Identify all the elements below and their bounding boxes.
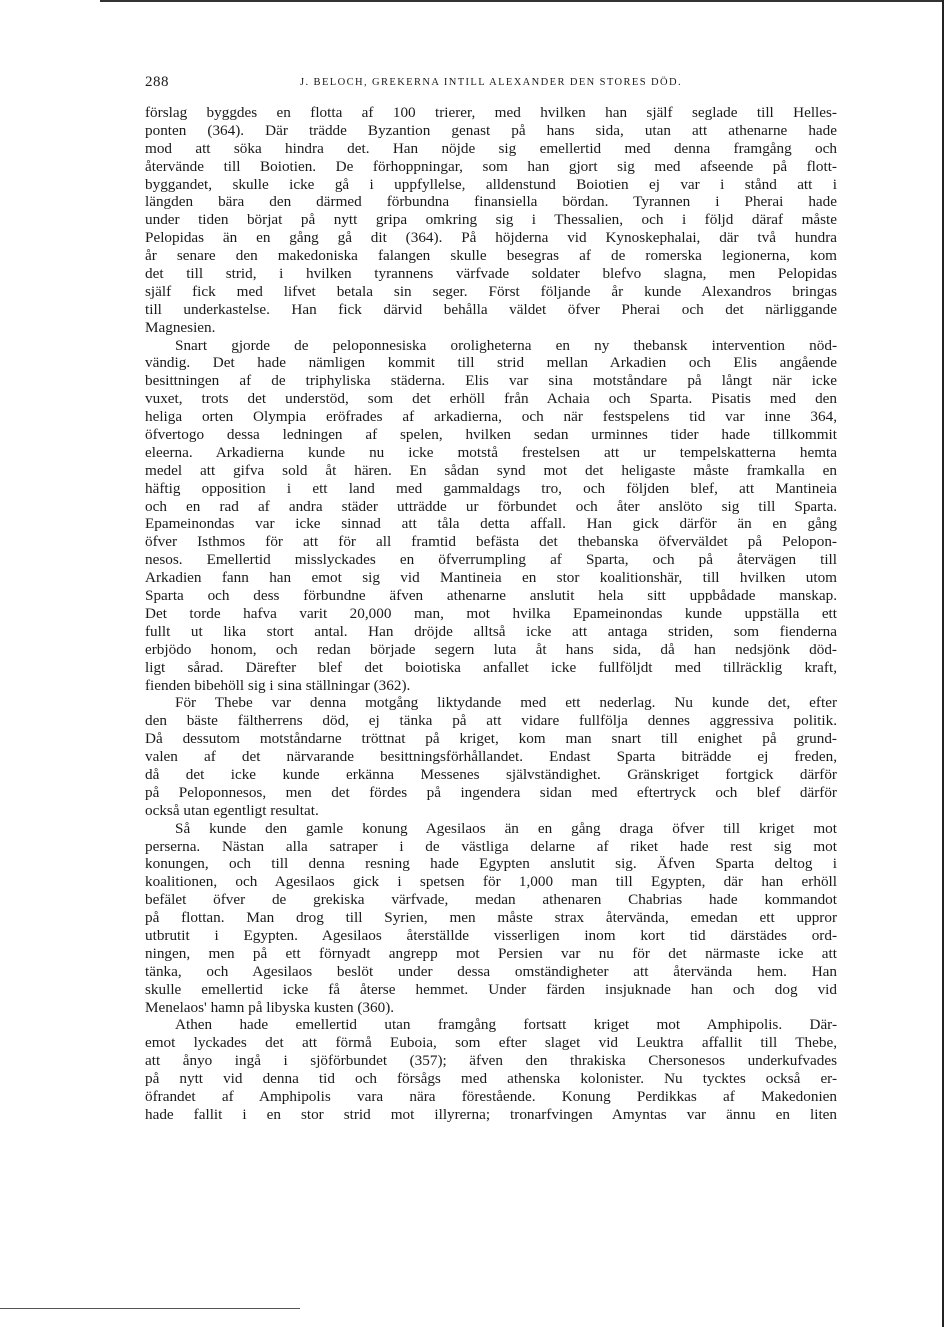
text-line: skulle emellertid icke få återse hemmet. Under färden insjuknade han och dog vid [145, 980, 837, 998]
text-line: emot lyckades det att förmå Euboia, som efter slaget vid Leuktra affallit till Thebe, [145, 1034, 837, 1052]
text-line: Menelaos' hamn på libyska kusten (360). [145, 998, 395, 1016]
bottom-edge-rule [0, 1308, 300, 1309]
text-line: under tiden börjat på nytt gripa omkring sig i Thessalien, och i följd däraf måste [145, 211, 837, 229]
text-line: öfvertogo dessa ledningen af spelen, hvilken sedan urminnes tider hade tillkommit [145, 426, 837, 444]
text-line: nesos. Emellertid misslyckades en öfverrumpling af Sparta, och på återvägen till [145, 551, 837, 569]
text-line: på nytt vid denna tid och försågs med athenska kolonister. Nu tycktes också er- [145, 1070, 837, 1088]
paragraph [145, 820, 837, 1017]
text-line: befälet öfver de grekiska värfvade, medan athenaren Chabrias hade kommandot [145, 891, 837, 909]
text-line: själf fick med lifvet betala sin seger. Först följande år kunde Alexandros bringas [145, 282, 837, 300]
text-line: För Thebe var denna motgång liktydande med ett nederlag. Nu kunde det, efter [175, 694, 837, 712]
text-line: häftig opposition i ett land med gammaldags tro, och följden blef, att Mantineia [145, 479, 837, 497]
text-line: att ånyo ingå i sjöförbundet (357); äfven den thrakiska Chersonesos underkufvades [145, 1052, 837, 1070]
paragraph [145, 337, 837, 695]
text-line: utbrutit i Egypten. Agesilaos återställde visserligen inom kort tid därstädes ord- [145, 926, 837, 944]
text-line: återvände till Boiotien. De förhoppningar, som han gjort sig med afseende på flott- [145, 157, 837, 175]
text-line: ningen, men på ett förnyadt angrepp mot Persien var nu för det närmaste icke att [145, 944, 837, 962]
text-line: koalitionen, och Agesilaos gick i spetsen för 1,000 man till Egypten, där han erhöll [145, 873, 837, 891]
text-line: eleerna. Arkadierna kunde nu icke motstå frestelsen att ur tempelskatterna hemta [145, 443, 837, 461]
text-line: längden bära den därmed förbundna finansiella bördan. Tyrannen i Pherai hade [145, 193, 837, 211]
text-line: förslag byggdes en flotta af 100 trierer, med hvilken han själf seglade till Helles- [145, 104, 837, 121]
text-line: Snart gjorde de peloponnesiska oroligheterna en ny thebansk intervention nöd- [175, 336, 837, 354]
text-line: på Peloponnesos, men det fördes på ingendera sidan med eftertryck och blef därför [145, 783, 837, 801]
text-line: den bäste fältherrens död, ej tänka på att vidare fullfölja dennes aggressiva politik. [145, 712, 837, 730]
text-line: fullt ut lika stort antal. Han dröjde alltså icke att antaga striden, som fienderna [145, 622, 837, 640]
text-line: heliga orten Olympia eröfrades af arkadierna, och när festspelens tid var inne 364, [145, 408, 837, 426]
body-text [145, 104, 837, 1124]
running-title: J. BELOCH, GREKERNA INTILL ALEXANDER DEN STORES DÖD. [300, 77, 682, 88]
text-line: Då dessutom motståndarne tröttnat på kriget, kom man snart till enighet på grund- [145, 730, 837, 748]
text-line: Sparta och dess förbundne äfven athenarne anslutit hela sitt uppbådade manskap. [145, 587, 837, 605]
text-line: Pelopidas än en gång gå dit (364). På höjderna vid Kynoskephalai, där två hundra [145, 229, 837, 247]
page-number: 288 [145, 74, 169, 90]
text-line: valen af det närvarande besittningsförhållandet. Endast Sparta biträdde ej freden, [145, 748, 837, 766]
text-line: öfver Isthmos för att för all framtid befästa det thebanska öfverväldet på Pelopon- [145, 533, 837, 551]
text-line: vuxet, trots det understöd, som det erhöll från Achaia och Sparta. Pisatis med den [145, 390, 837, 408]
text-line: det till strid, i hvilken tyrannens värfvade soldater blefvo slagna, men Pelopidas [145, 265, 837, 283]
text-line: Athen hade emellertid utan framgång fortsatt kriget mot Amphipolis. Där- [175, 1016, 837, 1034]
paragraph [145, 1016, 837, 1123]
page-header [145, 74, 837, 94]
text-line: Arkadien fann han emot sig vid Mantineia en stor koalitionshär, till hvilken utom [145, 569, 837, 587]
text-line: Så kunde den gamle konung Agesilaos än en gång draga öfver till kriget mot [175, 819, 837, 837]
paragraph [145, 694, 837, 819]
text-line: också utan egentligt resultat. [145, 801, 319, 819]
top-border-rule [100, 0, 944, 2]
text-line: och en rad af andra städer utträdde ur förbundet och åter anslöto sig till Sparta. [145, 497, 837, 515]
text-line: tänka, och Agesilaos beslöt under dessa omständigheter att återvända hem. Han [145, 962, 837, 980]
text-line: ponten (364). Där trädde Byzantion genast på hans sida, utan att athenarne hade [145, 121, 837, 139]
text-line: ligt sårad. Därefter blef det boiotiska anfallet icke fullföljdt med tillräcklig kraft, [145, 658, 837, 676]
text-line: konungen, och till denna resning hade Egypten anslutit sig. Äfven Sparta deltog i [145, 855, 837, 873]
text-line: Epameinondas var icke sinnad att tåla detta affall. Han gick därför än en gång [145, 515, 837, 533]
text-line: besittningen af de triphyliska städerna. Elis var sina motståndare på långt när icke [145, 372, 837, 390]
text-line: mod att söka hindra det. Han nöjde sig emellertid med denna framgång och [145, 139, 837, 157]
text-line: byggandet, skulle icke gå i uppfyllelse, alldenstund Boiotien ej var i stånd att i [145, 175, 837, 193]
paragraph [145, 104, 837, 337]
text-line: hade fallit i en stor strid mot illyrerna; tronarfvingen Amyntas var ännu en liten [145, 1105, 837, 1123]
text-line: till underkastelse. Han fick därvid behålla väldet öfver Pherai och det närliggande [145, 300, 837, 318]
text-line: erbjödo honom, och redan började segern luta åt hans sida, då han nedsjönk död- [145, 640, 837, 658]
text-line: öfrandet af Amphipolis vara nära förestående. Konung Perdikkas af Makedonien [145, 1087, 837, 1105]
text-line: Magnesien. [145, 318, 216, 336]
text-line: år senare den makedoniska falangen skulle besegras af de romerska legionerna, kom [145, 247, 837, 265]
text-line: då det icke kunde erkänna Messenes självständighet. Gränskriget fortgick därför [145, 765, 837, 783]
text-line: vändig. Det hade nämligen kommit till strid mellan Arkadien och Elis angående [145, 354, 837, 372]
text-line: fienden bibehöll sig i sina ställningar (362). [145, 676, 411, 694]
text-line: perserna. Nästan alla satraper i de västliga delarne af riket hade rest sig mot [145, 837, 837, 855]
text-line: Det torde hafva varit 20,000 man, mot hvilka Epameinondas kunde uppställa ett [145, 604, 837, 622]
text-line: medel att gifva sold åt hären. En sådan synd mot det heligaste måste framkalla en [145, 461, 837, 479]
text-line: på flottan. Man drog till Syrien, men måste strax återvända, emedan ett uppror [145, 909, 837, 927]
